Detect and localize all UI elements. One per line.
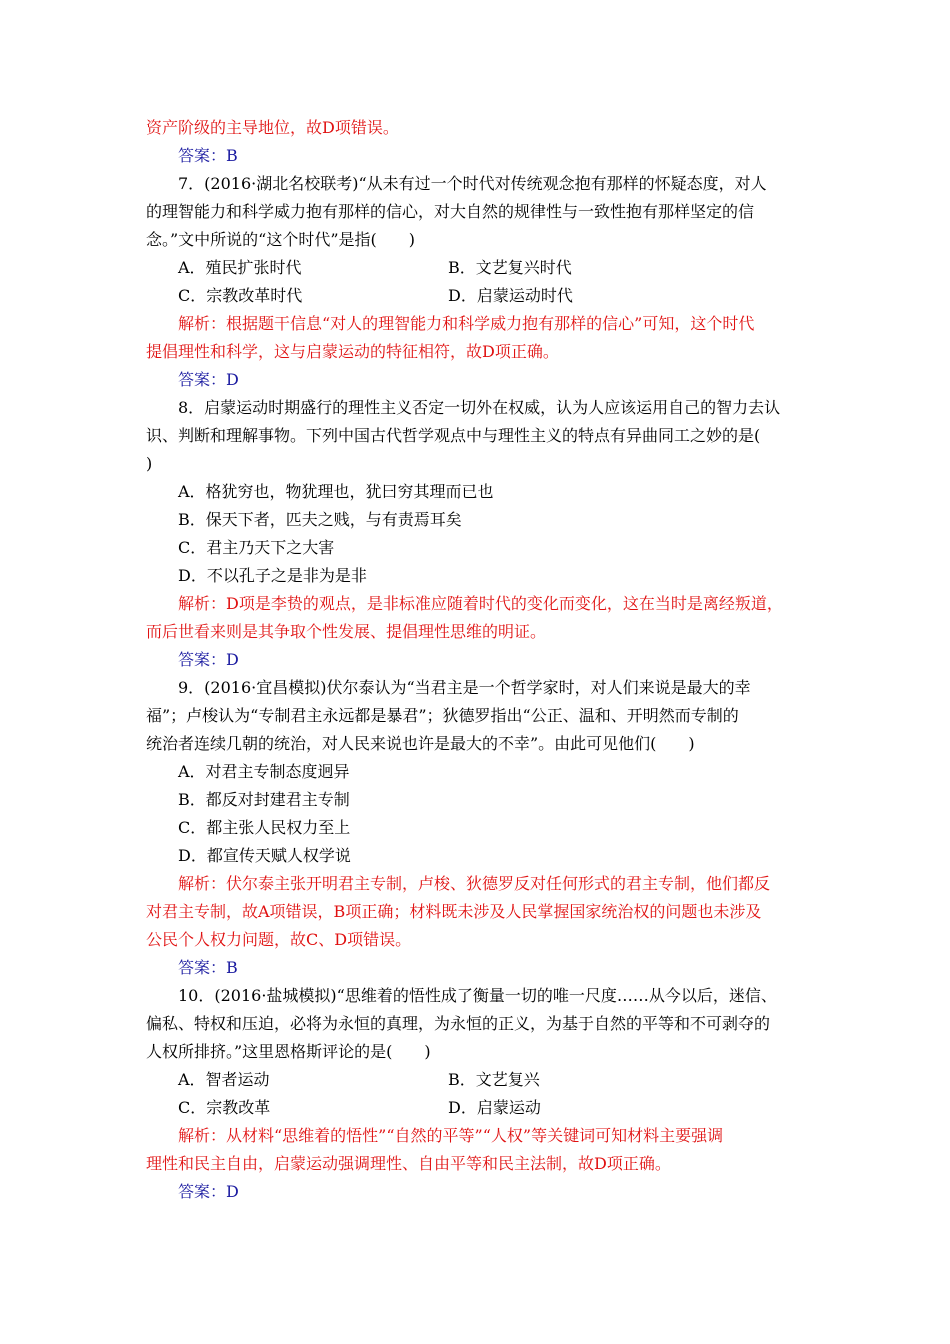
- question-9-analysis: 对君主专制，故A项错误，B项正确；材料既未涉及人民掌握国家统治权的问题也未涉及: [146, 902, 762, 921]
- answer-label: 答案：: [178, 650, 227, 669]
- question-7-options-row: [146, 254, 814, 282]
- option-c: C．都主张人民权力至上: [178, 818, 351, 837]
- option-b: B．保天下者，匹夫之贱，与有责焉耳矣: [178, 510, 462, 529]
- answer-value: B: [226, 958, 238, 977]
- question-8-stem: 8．启蒙运动时期盛行的理性主义否定一切外在权威，认为人应该运用自己的智力去认: [178, 398, 781, 417]
- option-b: B．都反对封建君主专制: [178, 790, 350, 809]
- answer-value: D: [226, 370, 239, 389]
- option-c: C．宗教改革时代: [178, 286, 303, 305]
- question-10-stem: 偏私、特权和压迫，必将为永恒的真理，为永恒的正义，为基于自然的平等和不可剥夺的: [146, 1014, 771, 1033]
- option-c: C．宗教改革: [178, 1098, 271, 1117]
- answer-value: B: [226, 146, 238, 165]
- question-10-analysis: 理性和民主自由，启蒙运动强调理性、自由平等和民主法制，故D项正确。: [146, 1154, 671, 1173]
- question-8-stem: ): [146, 454, 153, 473]
- question-9-stem: 9．(2016·宜昌模拟)伏尔泰认为“当君主是一个哲学家时，对人们来说是最大的幸: [178, 678, 751, 697]
- option-a: A．殖民扩张时代: [178, 258, 302, 277]
- question-10-stem: 10．(2016·盐城模拟)“思维着的悟性成了衡量一切的唯一尺度……从今以后，迷信、: [178, 986, 777, 1005]
- answer-label: 答案：: [178, 1182, 227, 1201]
- question-10-analysis: 解析：从材料“思维着的悟性”“自然的平等”“人权”等关键词可知材料主要强调: [178, 1126, 724, 1145]
- answer-value: D: [226, 650, 239, 669]
- question-7-options-row: [146, 282, 814, 310]
- question-8-analysis: 而后世看来则是其争取个性发展、提倡理性思维的明证。: [146, 622, 547, 641]
- question-9-analysis: 公民个人权力问题，故C、D项错误。: [146, 930, 412, 949]
- question-9-analysis: 解析：伏尔泰主张开明君主专制，卢梭、狄德罗反对任何形式的君主专制，他们都反: [178, 874, 771, 893]
- question-9-stem: 福”；卢梭认为“专制君主永远都是暴君”；狄德罗指出“公正、温和、开明然而专制的: [146, 706, 739, 725]
- question-7-analysis: 解析：根据题干信息“对人的理智能力和科学威力抱有那样的信心”可知，这个时代: [178, 314, 755, 333]
- option-d: D．启蒙运动时代: [448, 286, 573, 305]
- option-a: A．对君主专制态度迥异: [178, 762, 350, 781]
- question-10-stem: 人权所排挤。”这里恩格斯评论的是( ): [146, 1042, 431, 1061]
- question-7-analysis: 提倡理性和科学，这与启蒙运动的特征相符，故D项正确。: [146, 342, 559, 361]
- answer-value: D: [226, 1182, 239, 1201]
- option-d: D．启蒙运动: [448, 1098, 541, 1117]
- question-8-analysis: 解析：D项是李贽的观点，是非标准应随着时代的变化而变化，这在当时是离经叛道，: [178, 594, 783, 613]
- question-10-options-row: [146, 1066, 814, 1094]
- option-b: B．文艺复兴时代: [448, 258, 572, 277]
- question-7-stem: 的理智能力和科学威力抱有那样的信心，对大自然的规律性与一致性抱有那样坚定的信: [146, 202, 755, 221]
- option-d: D．都宣传天赋人权学说: [178, 846, 351, 865]
- analysis-tail: 资产阶级的主导地位，故D项错误。: [146, 118, 399, 137]
- answer-line: [146, 1178, 814, 1206]
- answer-line: [146, 954, 814, 982]
- question-7-stem: 7．(2016·湖北名校联考)“从未有过一个时代对传统观念抱有那样的怀疑态度，对人: [178, 174, 767, 193]
- question-9-stem: 统治者连续几朝的统治，对人民来说也许是最大的不幸”。由此可见他们( ): [146, 734, 695, 753]
- document-page: [146, 114, 814, 1206]
- option-a: A．格犹穷也，物犹理也，犹曰穷其理而已也: [178, 482, 494, 501]
- option-a: A．智者运动: [178, 1070, 270, 1089]
- option-c: C．君主乃天下之大害: [178, 538, 335, 557]
- option-b: B．文艺复兴: [448, 1070, 540, 1089]
- option-d: D．不以孔子之是非为是非: [178, 566, 367, 585]
- answer-label: 答案：: [178, 146, 227, 165]
- answer-label: 答案：: [178, 370, 227, 389]
- answer-line: [146, 142, 814, 170]
- answer-line: [146, 646, 814, 674]
- question-7-stem: 念。”文中所说的“这个时代”是指( ): [146, 230, 416, 249]
- question-8-stem: 识、判断和理解事物。下列中国古代哲学观点中与理性主义的特点有异曲同工之妙的是(: [146, 426, 761, 445]
- answer-label: 答案：: [178, 958, 227, 977]
- question-10-options-row: [146, 1094, 814, 1122]
- answer-line: [146, 366, 814, 394]
